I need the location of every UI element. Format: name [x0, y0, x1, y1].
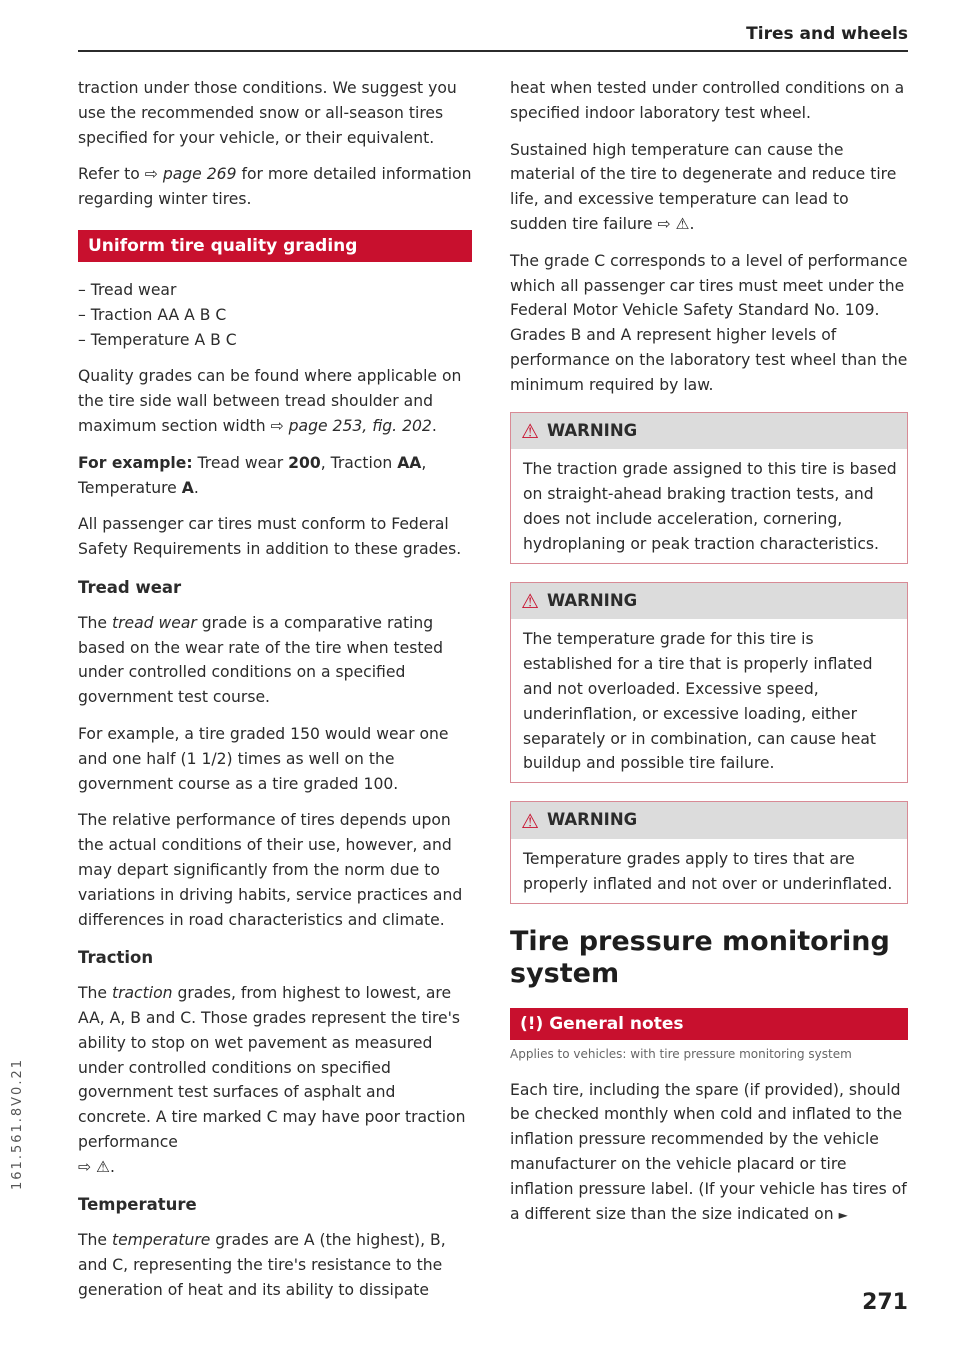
text: grades are A (the highest), B, and C, representing the tire's resistance to the generation of heat and its ability to dissipate [78, 1231, 446, 1299]
subheading-tread-wear: Tread wear [78, 577, 182, 597]
text: Refer to [78, 165, 145, 184]
running-header: Tires and wheels [746, 24, 908, 44]
paragraph [510, 1078, 908, 1228]
warning-ref-link[interactable]: ⇨ ⚠. [78, 1157, 115, 1176]
value: AA [397, 453, 422, 472]
paragraph [78, 611, 472, 710]
subheading-traction: Traction [78, 948, 154, 968]
text: The [78, 984, 112, 1003]
applies-note: Applies to vehicles: with tire pressure monitoring system [510, 1046, 852, 1061]
text: for more detailed information regarding winter tires. [78, 165, 472, 209]
paragraph [510, 138, 908, 237]
text: , Traction [320, 453, 398, 472]
page-link[interactable]: ⇨ page 269 [144, 165, 237, 184]
section-heading: (!) General notes [510, 1008, 908, 1040]
text: Each tire, including the spare (if provided), should be checked monthly when cold and inflated to the inflation pressure recommended by the vehicle manufacturer on the vehicle placard or tire inflation pressure label. (If your vehicle has tires of a different size than the size indicated on [510, 1080, 907, 1223]
warning-text: The temperature grade for this tire is established for a tire that is properly inflated and not overloaded. Excessive speed, underinflation, or excessive loading, either separately or in combination, can cause heat buildup and possible tire failure. [523, 630, 877, 773]
grade-list [78, 278, 472, 352]
example-label: For example: [78, 453, 193, 472]
warning-header [511, 413, 907, 450]
paragraph: For example, a tire graded 150 would wear one and one half (1 1/2) times as well on the government course as a tire graded 100. [78, 724, 449, 793]
paragraph [78, 981, 472, 1179]
page-number: 271 [862, 1290, 908, 1315]
warning-triangle-icon: ⚠ [521, 588, 539, 613]
warning-text: The traction grade assigned to this tire is based on straight-ahead braking traction tests, and does not include acceleration, cornering, hydroplaning or peak traction characteristics. [523, 460, 897, 553]
subheading-temperature: Temperature [78, 1195, 197, 1215]
list-item: – Traction AA A B C [78, 305, 227, 324]
text: . [193, 478, 199, 497]
text: . [431, 416, 437, 435]
paragraph: heat when tested under controlled conditions on a specified indoor laboratory test wheel. [510, 79, 905, 122]
paragraph: traction under those conditions. We suggest you use the recommended snow or all-season tires specified for your vehicle, or their equivalent. [78, 79, 457, 147]
value: 200 [288, 453, 321, 472]
warning-text: Temperature grades apply to tires that are properly inflated and not over or underinflated. [523, 849, 893, 893]
text: grades, from highest to lowest, are AA, A, B and C. Those grades represent the tire's ability to stop on wet pavement as measured under controlled conditions on specified government test surfaces of asphalt and concrete. A tire marked C may have poor traction performance [78, 984, 466, 1151]
side-document-code: 161.561.8V0.21 [10, 1058, 25, 1190]
warning-ref-link[interactable]: ⇨ ⚠. [657, 214, 695, 233]
continue-arrow-icon: ► [838, 1207, 848, 1222]
emphasis: temperature [111, 1231, 211, 1250]
left-column [78, 76, 472, 1315]
example-paragraph [78, 451, 472, 501]
warning-box [510, 582, 908, 784]
paragraph [78, 1228, 472, 1302]
text: , Temperature [78, 453, 427, 497]
paragraph: The grade C corresponds to a level of performance which all passenger car tires must meet under the Federal Motor Vehicle Safety Standard No. 109. Grades B and A represent higher levels of performance on the laboratory test wheel than the minimum required by law. [510, 251, 908, 394]
section-heading: Uniform tire quality grading [78, 230, 472, 262]
warning-label: WARNING [546, 590, 638, 610]
warning-box [510, 412, 908, 564]
paragraph: All passenger car tires must conform to Federal Safety Requirements in addition to these grades. [78, 515, 462, 559]
emphasis: tread wear [111, 613, 197, 632]
warning-header [511, 583, 907, 620]
paragraph: The relative performance of tires depends upon the actual conditions of their use, however, and may depart significantly from the norm due to variations in driving habits, service practices and differences in road characteristics and climate. [78, 811, 463, 929]
value: A [181, 478, 194, 497]
warning-label: WARNING [546, 810, 638, 830]
warning-triangle-icon: ⚠ [521, 418, 539, 443]
text: The [78, 1231, 112, 1250]
list-item: – Temperature A B C [78, 330, 237, 349]
chapter-heading: Tire pressure monitoring system [510, 925, 890, 989]
paragraph [78, 162, 472, 212]
header-rule [78, 50, 908, 52]
text: Quality grades can be found where applicable on the tire side wall between tread shoulder and maximum section width [78, 367, 462, 435]
text: The [78, 613, 112, 632]
emphasis: traction [111, 984, 173, 1003]
page-link[interactable]: ⇨ page 253, fig. 202 [270, 416, 432, 435]
right-column [510, 76, 908, 1239]
text: Tread wear [192, 453, 289, 472]
list-item: – Tread wear [78, 280, 177, 299]
warning-label: WARNING [546, 420, 638, 440]
warning-header [511, 802, 907, 839]
paragraph [78, 364, 472, 438]
warning-triangle-icon: ⚠ [521, 808, 539, 833]
warning-box [510, 801, 908, 903]
text: grade is a comparative rating based on the wear rate of the tire when tested under controlled conditions on a specified government test course. [78, 613, 443, 707]
text: Sustained high temperature can cause the material of the tire to degenerate and reduce tire life, and excessive temperature can lead to sudden tire failure [510, 140, 897, 233]
